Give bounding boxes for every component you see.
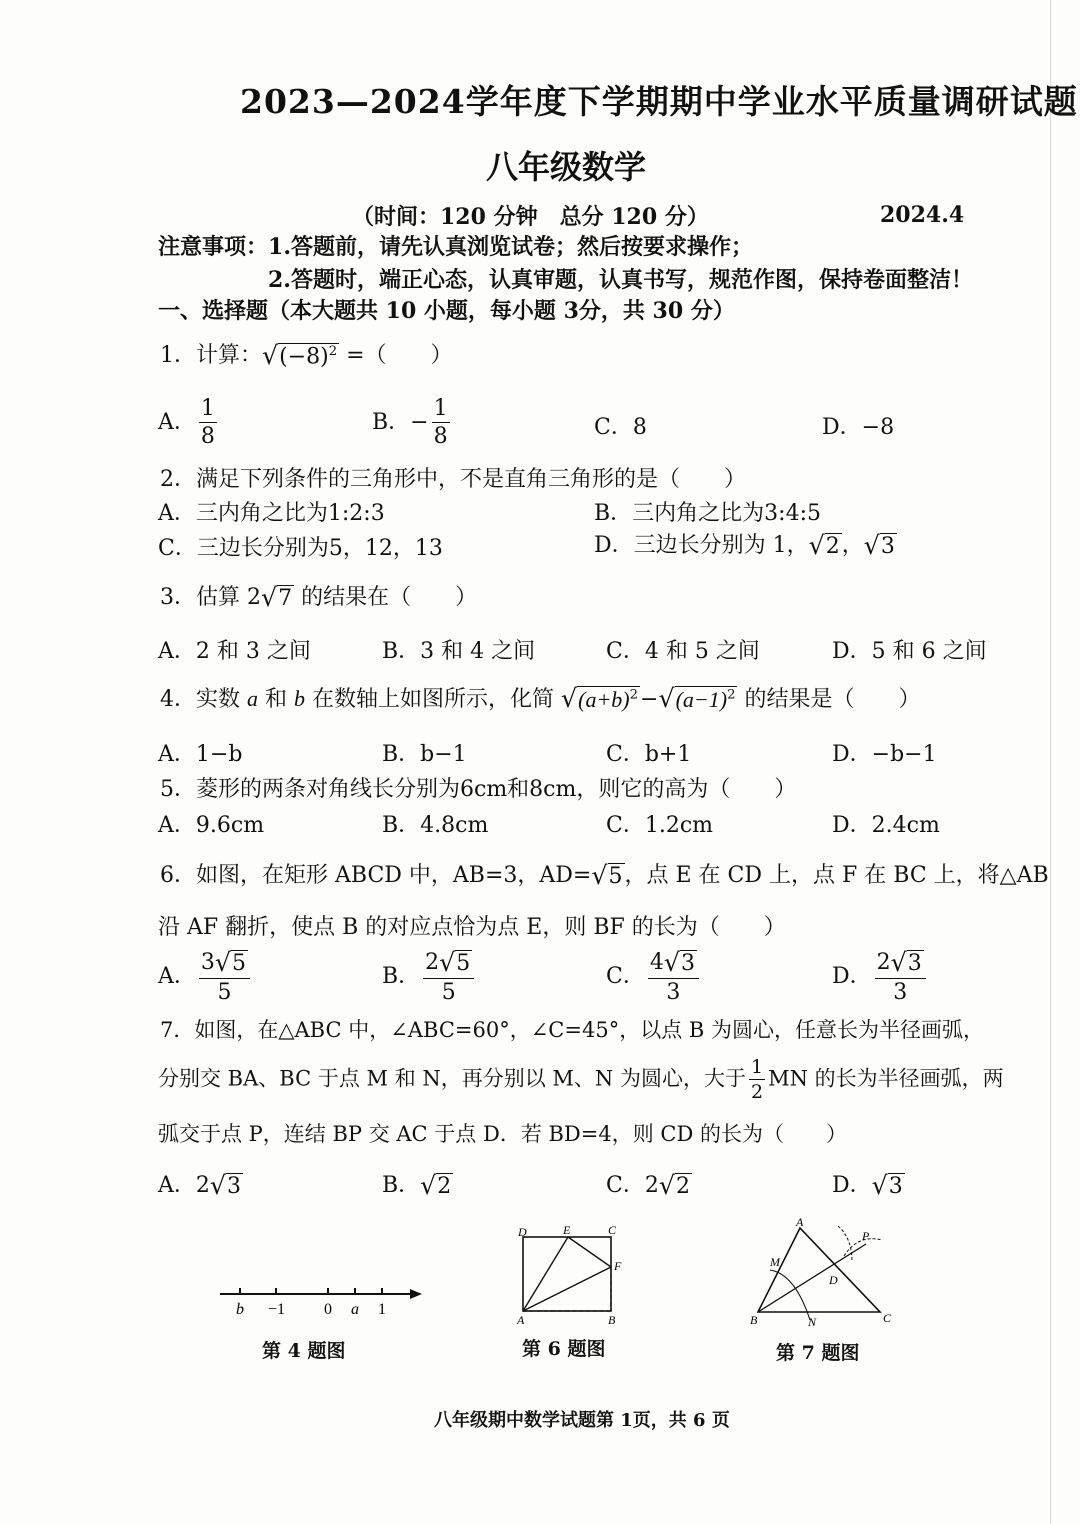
q5-option-c[interactable]: C．1.2cm: [606, 813, 714, 838]
q7-option-d[interactable]: D． √ 3: [832, 1170, 903, 1200]
q4-option-b[interactable]: B．b−1: [382, 742, 467, 767]
time-info: （时间：120 分钟 总分 120 分）: [352, 204, 709, 230]
notes-label: 注意事项：: [158, 234, 269, 260]
option-label: B．: [382, 964, 421, 990]
q4-text: 4．实数: [160, 687, 247, 712]
label-b: b: [236, 1301, 244, 1318]
label-e: E: [563, 1223, 571, 1237]
exponent: 2: [727, 688, 736, 704]
radicand: (a+b): [578, 687, 630, 713]
segment-ef: [568, 1237, 611, 1267]
q6-option-d[interactable]: D． 2 √ 3 3: [832, 950, 929, 1004]
radicand: 3: [907, 951, 922, 976]
radicand: 3: [888, 1173, 903, 1199]
option-text: D．三边长分别为 1，: [594, 533, 809, 558]
q1-suffix: =（ ）: [339, 343, 453, 368]
q4-text: 的结果是（ ）: [737, 687, 921, 712]
q2-option-c[interactable]: C．三边长分别为5，12，13: [158, 536, 443, 561]
notes-item-1: 1.答题前，请先认真浏览试卷；然后按要求操作；: [268, 234, 753, 260]
option-label: D．: [832, 1173, 872, 1198]
question-1-stem: [160, 338, 453, 369]
q1-option-c[interactable]: C．8: [594, 415, 647, 440]
label-d: D: [518, 1225, 527, 1239]
figure-6-caption: 第 6 题图: [522, 1338, 606, 1360]
radicand: 2: [825, 533, 840, 559]
label-1: 1: [378, 1301, 386, 1318]
q5-option-b[interactable]: B．4.8cm: [382, 813, 489, 838]
label-a: a: [351, 1301, 359, 1318]
label-b: B: [750, 1313, 758, 1327]
q4-option-a[interactable]: A．1−b: [158, 742, 243, 767]
numerator: 1: [200, 396, 215, 421]
q4-text: 和: [258, 687, 294, 712]
radicand: 5: [608, 863, 623, 889]
exam-date: 2024.4: [880, 202, 965, 228]
question-2-stem: 2．满足下列条件的三角形中，不是直角三角形的是（ ）: [160, 467, 746, 492]
label-c: C: [608, 1223, 617, 1237]
question-7-line-3: 弧交于点 P，连结 BP 交 AC 于点 D．若 BD=4，则 CD 的长为（ ）: [158, 1122, 847, 1146]
denominator: 8: [433, 424, 448, 449]
coefficient: 3: [200, 950, 215, 976]
numerator: 1: [750, 1056, 764, 1078]
q1-option-b[interactable]: [372, 398, 453, 448]
option-label: A．: [158, 964, 196, 990]
q4-option-c[interactable]: C．b+1: [606, 742, 692, 767]
option-label: C．: [606, 964, 645, 990]
q2-option-b[interactable]: B．三内角之比为3:4:5: [594, 501, 821, 526]
numerator: 1: [433, 396, 448, 421]
question-7-line-1: 7．如图，在△ABC 中，∠ABC=60°，∠C=45°，以点 B 为圆心，任意长为半径画弧，: [160, 1018, 984, 1042]
label-0: 0: [324, 1301, 332, 1318]
number-line-arrow: [410, 1289, 422, 1299]
q1-option-a[interactable]: [158, 398, 220, 448]
label-m: M: [770, 1255, 780, 1269]
q6-option-a[interactable]: A． 3 √ 5 5: [158, 950, 253, 1004]
question-6-line-2: 沿 AF 翻折，使点 B 的对应点恰为点 E，则 BF 的长为（ ）: [158, 915, 786, 940]
q4-option-d[interactable]: D．−b−1: [832, 742, 937, 767]
figure-4-caption: 第 4 题图: [262, 1340, 346, 1362]
label-f: F: [614, 1259, 622, 1273]
q7-option-a[interactable]: A．2 √ 3: [158, 1170, 242, 1200]
question-6-line-1: 6．如图，在矩形 ABCD 中，AB=3，AD= √ 5 ，点 E 在 CD 上，点 F 在 BC 上，将△AB: [160, 860, 1049, 890]
denominator: 8: [200, 424, 215, 449]
exam-title: 2023—2024学年度下学期期中学业水平质量调研试题: [240, 82, 1078, 121]
option-label: B．: [382, 1173, 421, 1198]
option-label: A．2: [158, 1173, 210, 1198]
q1-sqrt: √ $(-8)^2$: [262, 340, 338, 370]
radicand: 5: [232, 951, 247, 976]
q1-exponent: 2: [328, 343, 338, 359]
q3-option-b[interactable]: B．3 和 4 之间: [382, 639, 536, 664]
var-a: a: [247, 686, 258, 711]
label-d: D: [829, 1273, 838, 1287]
q6-text: 6．如图，在矩形 ABCD 中，AB=3，AD=: [160, 863, 592, 888]
label-a: A: [517, 1313, 525, 1327]
label-a: A: [796, 1215, 804, 1229]
subject-title: 八年级数学: [486, 148, 647, 186]
radicand: 7: [278, 585, 293, 611]
var-b: b: [294, 686, 305, 711]
q3-prefix: 3．估算 2: [160, 585, 261, 610]
q3-option-d[interactable]: D．5 和 6 之间: [832, 639, 987, 664]
denominator: 2: [750, 1081, 764, 1103]
q2-option-a[interactable]: A．三内角之比为1:2:3: [158, 501, 385, 526]
denominator: 3: [666, 980, 681, 1006]
figure-7-triangle: [740, 1212, 900, 1337]
q3-suffix: 的结果在（ ）: [294, 585, 478, 610]
q6-option-b[interactable]: B． 2 √ 5 5: [382, 950, 477, 1004]
denominator: 5: [441, 980, 456, 1006]
option-label: A．: [158, 410, 196, 435]
radicand: 3: [227, 1173, 242, 1199]
label-p: P: [862, 1229, 870, 1243]
coefficient: 2: [425, 950, 440, 976]
exponent: 2: [629, 688, 639, 704]
q6-text: ，点 E 在 CD 上，点 F 在 BC 上，将△AB: [624, 863, 1049, 888]
question-5-stem: 5．菱形的两条对角线长分别为6cm和8cm，则它的高为（ ）: [160, 777, 797, 802]
label-minus-1: −1: [268, 1301, 286, 1318]
radicand: 3: [680, 951, 695, 976]
radicand: 2: [675, 1173, 690, 1199]
label-n: N: [808, 1315, 817, 1329]
denominator: 3: [893, 980, 908, 1006]
q3-option-a[interactable]: A．2 和 3 之间: [158, 639, 311, 664]
q7-option-c[interactable]: C．2 √ 2: [606, 1170, 690, 1200]
q1-option-d[interactable]: D．−8: [822, 415, 895, 440]
radicand: 3: [880, 533, 895, 559]
q1-prefix: 1．计算：: [160, 343, 262, 368]
option-label: B．−: [372, 410, 429, 435]
question-3-stem: 3．估算 2 √ 7 的结果在（ ）: [160, 582, 478, 612]
notes-line-1: [158, 230, 753, 261]
q2-option-d[interactable]: D．三边长分别为 1， √ 2 ， √ 3: [594, 530, 895, 560]
minus-sign: −: [640, 687, 659, 712]
radicand: (a−1): [675, 687, 728, 713]
q3-option-c[interactable]: C．4 和 5 之间: [606, 639, 760, 664]
q4-text: 在数轴上如图所示，化简: [305, 687, 561, 712]
q7-option-b[interactable]: B． √ 2: [382, 1170, 452, 1200]
figure-4-number-line: [210, 1280, 440, 1330]
question-7-line-2: [158, 1058, 1004, 1102]
coefficient: 2: [876, 950, 891, 976]
notes-item-2: 2.答题时，端正心态，认真审题，认真书写，规范作图，保持卷面整洁！: [268, 267, 973, 293]
figure-7-caption: 第 7 题图: [776, 1342, 860, 1364]
option-label: D．: [832, 964, 872, 990]
radicand: 2: [437, 1173, 452, 1199]
radicand: 5: [456, 951, 471, 976]
section-1-heading: 一、选择题（本大题共 10 小题，每小题 3分，共 30 分）: [158, 298, 735, 324]
q5-option-a[interactable]: A．9.6cm: [158, 813, 265, 838]
q6-option-c[interactable]: C． 4 √ 3 3: [606, 950, 702, 1004]
coefficient: 4: [649, 950, 664, 976]
label-c: C: [883, 1311, 892, 1325]
option-label: C．2: [606, 1173, 659, 1198]
page-footer: 八年级期中数学试题第 1页，共 6 页: [434, 1410, 730, 1431]
q1-radicand: (−8): [279, 344, 329, 370]
q7-text: MN 的长为半径画弧，两: [768, 1066, 1004, 1091]
q5-option-d[interactable]: D．2.4cm: [832, 813, 940, 838]
figure-6-rectangle: [508, 1222, 633, 1334]
q7-text: 分别交 BA、BC 于点 M 和 N，再分别以 M、N 为圆心，大于: [158, 1066, 746, 1091]
question-4-stem: 4．实数 a 和 b 在数轴上如图所示，化简 √ $(a+b)^2$ − √ $(a-1)^2$ 的结果是（ ）: [160, 684, 921, 714]
scan-edge: [1050, 0, 1051, 1524]
separator: ，: [841, 533, 864, 558]
label-b: B: [608, 1313, 616, 1327]
denominator: 5: [217, 980, 232, 1006]
